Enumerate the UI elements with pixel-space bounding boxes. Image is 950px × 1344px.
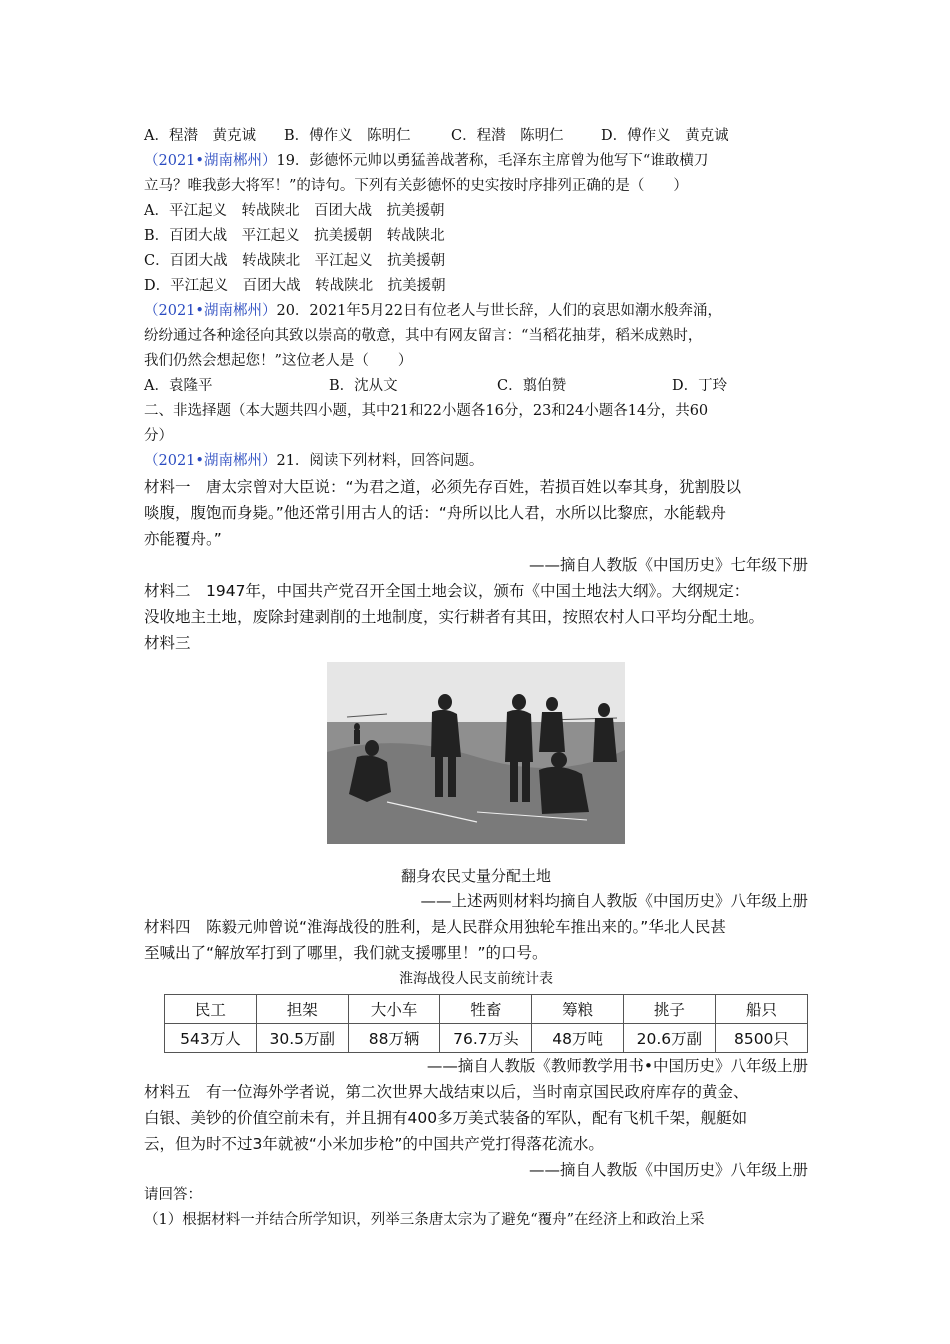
section2-heading-cont: 分） bbox=[144, 428, 173, 444]
table-header: 民工 bbox=[165, 995, 257, 1024]
table-header: 筹粮 bbox=[532, 995, 624, 1024]
photo-caption: 翻身农民丈量分配土地 bbox=[400, 867, 551, 885]
q19-option-d: D．平江起义 百团大战 转战陕北 抗美援朝 bbox=[144, 278, 446, 294]
material-3-label: 材料三 bbox=[144, 634, 191, 652]
material-5-line-1: 材料五 有一位海外学者说，第二次世界大战结束以后，当时南京国民政府库存的黄金、 bbox=[144, 1083, 749, 1101]
support-stats-table bbox=[164, 994, 808, 1053]
material-1-source: ——摘自人教版《中国历史》七年级下册 bbox=[528, 556, 808, 574]
table-header-row bbox=[165, 995, 808, 1024]
table-header: 牲畜 bbox=[440, 995, 532, 1024]
q19-option-a: A．平江起义 转战陕北 百团大战 抗美援朝 bbox=[144, 203, 445, 219]
q19-stem-cont: 立马？唯我彭大将军！”的诗句。下列有关彭德怀的史实按时序排列正确的是（ ） bbox=[144, 178, 688, 194]
q19-option-b: B．百团大战 平江起义 抗美援朝 转战陕北 bbox=[144, 228, 445, 244]
table-cell: 8500只 bbox=[715, 1024, 807, 1053]
q18-option-c: C．程潜 陈明仁 bbox=[451, 128, 564, 144]
q19-option-c: C．百团大战 转战陕北 平江起义 抗美援朝 bbox=[144, 253, 446, 269]
table-title: 淮海战役人民支前统计表 bbox=[399, 971, 553, 987]
material-1-line-3: 亦能覆舟。” bbox=[144, 530, 222, 548]
material-5-source: ——摘自人教版《中国历史》八年级上册 bbox=[528, 1161, 808, 1179]
table-cell: 88万辆 bbox=[348, 1024, 440, 1053]
table-header: 挑子 bbox=[623, 995, 715, 1024]
material-5-line-2: 白银、美钞的价值空前未有，并且拥有400多万美式装备的军队，配有飞机千架，舰艇如 bbox=[144, 1109, 748, 1127]
section2-heading: 二、非选择题（本大题共四小题，其中21和22小题各16分，23和24小题各14分，共60 bbox=[144, 403, 709, 419]
q20-option-d: D．丁玲 bbox=[672, 378, 728, 394]
q20-stem-cont: 纷纷通过各种途径向其致以崇高的敬意，其中有网友留言：“当稻花抽芽，稻米成熟时， bbox=[144, 328, 703, 344]
material-1-line-1: 材料一 唐太宗曾对大臣说：“为君之道，必须先存百姓，若损百姓以奉其身，犹割股以 bbox=[144, 478, 742, 496]
table-header: 大小车 bbox=[348, 995, 440, 1024]
material-5-line-3: 云，但为时不过3年就被“小米加步枪”的中国共产党打得落花流水。 bbox=[144, 1135, 604, 1153]
q20-options bbox=[144, 374, 808, 399]
document-page bbox=[144, 124, 808, 1233]
material-1-line-2: 啖腹，腹饱而身毙。”他还常引用古人的话：“舟所以比人君，水所以比黎庶，水能载舟 bbox=[144, 504, 726, 522]
q20-option-a: A．袁隆平 bbox=[144, 378, 213, 394]
table-header: 担架 bbox=[256, 995, 348, 1024]
table-cell: 76.7万头 bbox=[440, 1024, 532, 1053]
q20-stem-end: 我们仍然会想起您！”这位老人是（ ） bbox=[144, 353, 413, 369]
table-cell: 30.5万副 bbox=[256, 1024, 348, 1053]
q20-option-b: B．沈从文 bbox=[329, 378, 398, 394]
table-cell: 48万吨 bbox=[532, 1024, 624, 1053]
q20-option-c: C．翦伯赞 bbox=[497, 378, 567, 394]
material-2-line-2: 没收地主土地，废除封建剥削的土地制度，实行耕者有其田，按照农村人口平均分配土地。 bbox=[144, 608, 765, 626]
answer-prompt: 请回答： bbox=[144, 1187, 202, 1203]
material-2-3-source: ——上述两则材料均摘自人教版《中国历史》八年级上册 bbox=[420, 892, 808, 910]
q18-options bbox=[144, 124, 808, 149]
q18-option-a: A．程潜 黄克诚 bbox=[144, 128, 256, 144]
q21-source: （2021•湖南郴州） bbox=[144, 453, 277, 469]
q19-stem: （2021•湖南郴州）19．彭德怀元帅以勇猛善战著称，毛泽东主席曾为他写下“谁敢横刀 bbox=[144, 153, 709, 169]
sub-question-1: （1）根据材料一并结合所学知识，列举三条唐太宗为了避免“覆舟”在经济上和政治上采 bbox=[144, 1212, 705, 1228]
q18-option-b: B．傅作义 陈明仁 bbox=[284, 128, 411, 144]
q21-stem: （2021•湖南郴州）21．阅读下列材料，回答问题。 bbox=[144, 453, 484, 469]
q19-source: （2021•湖南郴州） bbox=[144, 153, 277, 169]
table-cell: 20.6万副 bbox=[623, 1024, 715, 1053]
table-header: 船只 bbox=[715, 995, 807, 1024]
table-row bbox=[165, 1024, 808, 1053]
material-4-line-2: 至喊出了“解放军打到了哪里，我们就支援哪里！”的口号。 bbox=[144, 944, 548, 962]
material-4-line-1: 材料四 陈毅元帅曾说“淮海战役的胜利，是人民群众用独轮车推出来的。”华北人民甚 bbox=[144, 918, 726, 936]
material-2-line-1: 材料二 1947年，中国共产党召开全国土地会议，颁布《中国土地法大纲》。大纲规定： bbox=[144, 582, 750, 600]
q20-stem: （2021•湖南郴州）20．2021年5月22日有位老人与世长辞，人们的哀思如潮水般奔涌， bbox=[144, 303, 722, 319]
land-survey-photo bbox=[327, 662, 625, 844]
q18-option-d: D．傅作义 黄克诚 bbox=[601, 128, 729, 144]
material-4-source: ——摘自人教版《教师教学用书•中国历史》八年级上册 bbox=[426, 1057, 808, 1075]
q20-source: （2021•湖南郴州） bbox=[144, 303, 277, 319]
table-cell: 543万人 bbox=[165, 1024, 257, 1053]
